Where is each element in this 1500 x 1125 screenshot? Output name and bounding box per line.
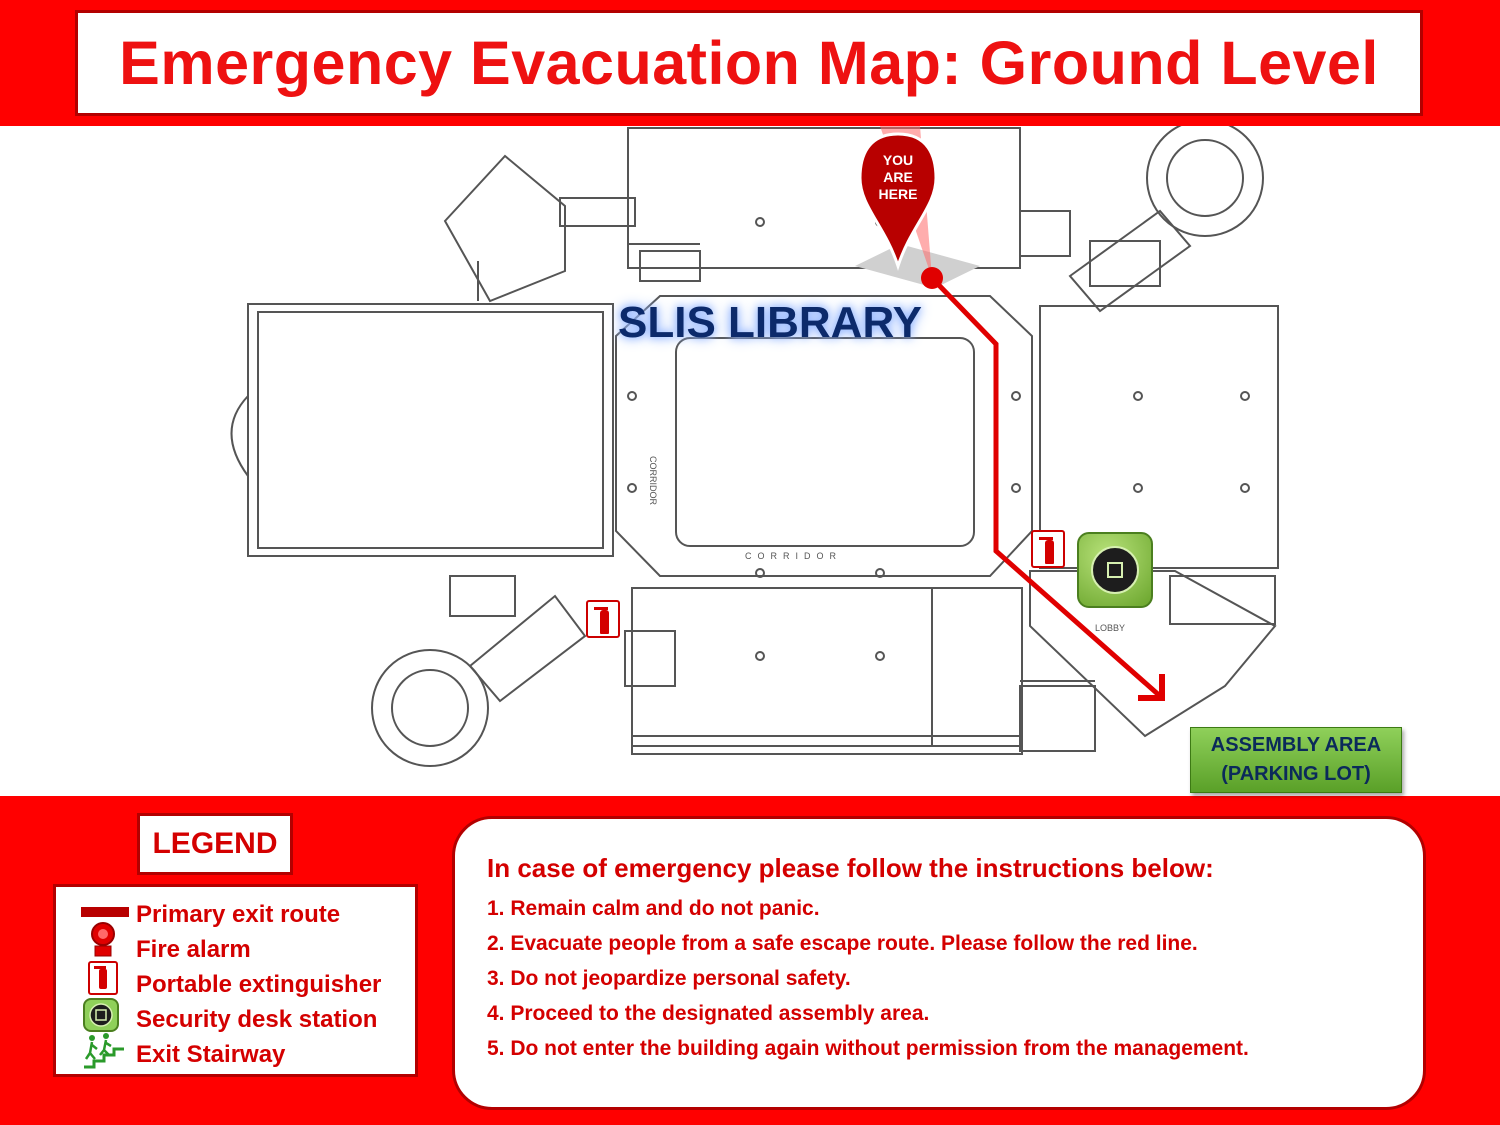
instruction-step: 5. Do not enter the building again without permission from the management.: [487, 1037, 1249, 1060]
title-banner: [75, 10, 1423, 116]
legend-label: Primary exit route: [136, 901, 341, 928]
svg-text:CORRIDOR: CORRIDOR: [745, 551, 842, 561]
instructions-panel: [452, 816, 1426, 1110]
page-title: Emergency Evacuation Map: Ground Level: [119, 29, 1379, 97]
building-label: SLIS LIBRARY: [618, 298, 922, 347]
fire-extinguisher-icon: [586, 600, 620, 638]
primary-exit-route-icon: [81, 907, 129, 917]
instruction-step: 2. Evacuate people from a safe escape route. Please follow the red line.: [487, 932, 1198, 955]
assembly-area-line: (PARKING LOT): [1221, 763, 1371, 785]
instruction-step: 1. Remain calm and do not panic.: [487, 897, 820, 920]
svg-text:CORRIDOR: CORRIDOR: [648, 456, 658, 505]
security-desk-icon: [1077, 532, 1153, 608]
floor-plan-drawing: [0, 126, 1500, 796]
exit-stairway-icon: [82, 1033, 126, 1069]
evacuation-route-line: [932, 278, 1160, 696]
instructions-heading: In case of emergency please follow the instructions below:: [487, 853, 1214, 883]
instruction-step: 3. Do not jeopardize personal safety.: [487, 967, 851, 990]
pin-text-line: HERE: [878, 186, 918, 202]
legend-label: Fire alarm: [136, 936, 251, 963]
legend-label: Portable extinguisher: [136, 971, 382, 998]
you-are-here-label: [868, 152, 928, 203]
fire-alarm-icon: [90, 922, 116, 958]
legend-label: Security desk station: [136, 1006, 378, 1033]
instructions-list: [487, 891, 1249, 1066]
pin-text-line: ARE: [883, 169, 913, 185]
legend: [53, 884, 418, 1077]
pin-text-line: YOU: [882, 152, 914, 168]
assembly-area-label: [1190, 727, 1402, 793]
route-start-dot: [921, 267, 943, 289]
fire-extinguisher-icon: [1031, 530, 1065, 568]
pin-shadow: [855, 244, 980, 288]
assembly-area-line: ASSEMBLY AREA: [1210, 734, 1382, 756]
building-walls: [232, 126, 1279, 766]
svg-text:LOBBY: LOBBY: [1095, 623, 1126, 633]
portable-extinguisher-icon: [88, 961, 118, 995]
floor-plan-map: [0, 126, 1500, 796]
security-desk-icon: [83, 998, 119, 1032]
legend-label: Exit Stairway: [136, 1041, 286, 1068]
instruction-step: 4. Proceed to the designated assembly area.: [487, 1002, 930, 1025]
legend-title: LEGEND: [137, 813, 293, 875]
legend-item: [56, 1039, 415, 1074]
